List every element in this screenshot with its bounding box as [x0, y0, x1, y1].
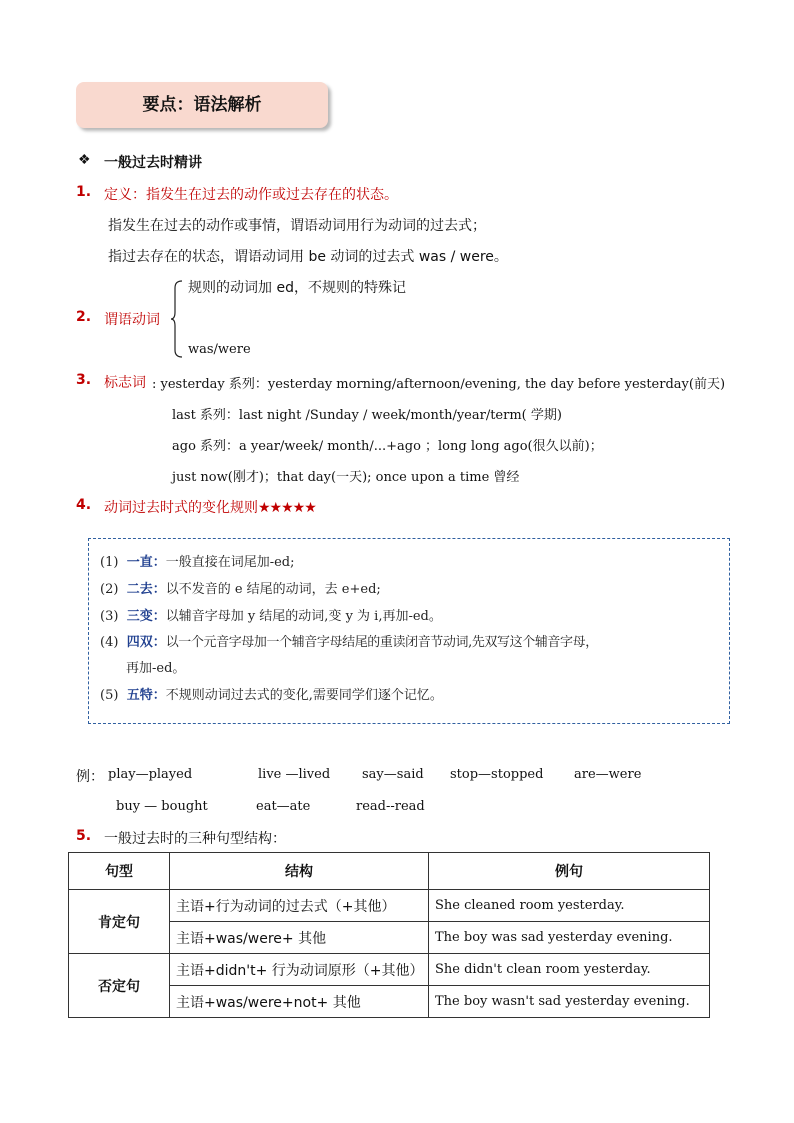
signal-words-line: just now(刚才)；that day(一天); once upon a time 曾经 [172, 470, 520, 485]
signal-words-label: 标志词 [104, 375, 146, 391]
rule-key: 四双： [126, 635, 166, 650]
five-stars-icon: ★★★★★ [258, 500, 316, 516]
example-pair: buy — bought [116, 799, 208, 814]
rule-number: (3) [100, 609, 119, 624]
rule-number: (1) [100, 555, 119, 570]
rule-number: (5) [100, 688, 119, 703]
verb-branch: was/were [188, 342, 251, 357]
signal-words-line: : yesterday 系列：yesterday morning/afternoon/evening, the day before yesterday(前天) [152, 377, 726, 392]
rule-number: (4) [100, 635, 119, 650]
item-number-3: 3. [76, 372, 92, 388]
signal-words-line: last 系列：last night /Sunday / week/month/year/term( 学期) [172, 408, 562, 423]
example-pair: are—were [574, 767, 642, 782]
item-number-2: 2. [76, 309, 92, 325]
verb-branch: 规则的动词加 ed，不规则的特殊记 [188, 280, 406, 296]
example-cell: The boy was sad yesterday evening. [429, 922, 710, 954]
definition-line: 指发生在过去的动作或事情，谓语动词用行为动词的过去式； [108, 218, 486, 234]
table-row [69, 954, 710, 986]
curly-brace-icon [170, 280, 184, 358]
table-header-row [69, 853, 710, 890]
example-cell: The boy wasn't sad yesterday evening. [429, 986, 710, 1018]
rule-item [100, 631, 598, 650]
table-row [69, 890, 710, 922]
structure-cell: 主语+was/were+ 其他 [170, 922, 429, 954]
rule-key: 二去： [126, 582, 166, 597]
change-rules-title: 动词过去时式的变化规则 [104, 500, 258, 516]
section-title: 一般过去时精讲 [104, 155, 202, 171]
structure-cell: 主语+was/were+not+ 其他 [170, 986, 429, 1018]
rule-text: 不规则动词过去式的变化,需要同学们逐个记忆。 [165, 688, 443, 703]
rule-continuation: 再加-ed。 [126, 661, 186, 676]
page-title: 要点：语法解析 [142, 95, 262, 115]
example-pair: say—said [362, 767, 424, 782]
rule-item [100, 551, 295, 570]
column-header: 结构 [170, 853, 429, 890]
structure-cell: 主语+行为动词的过去式（+其他） [170, 890, 429, 922]
rule-text: 以辅音字母加 y 结尾的动词,变 y 为 i,再加-ed。 [165, 609, 442, 624]
example-pair: read--read [356, 799, 425, 814]
rule-item [100, 684, 443, 703]
diamond-bullet-icon: ❖ [78, 152, 91, 168]
definition-label: 定义：指发生在过去的动作或过去存在的状态。 [104, 187, 398, 203]
rule-key: 一直： [126, 555, 166, 570]
rule-key: 三变： [126, 609, 166, 624]
predicate-verb-label: 谓语动词 [104, 312, 160, 328]
item-number-5: 5. [76, 828, 92, 844]
sentence-pattern-table [68, 852, 710, 1018]
item-number-1: 1. [76, 184, 92, 200]
rule-item [100, 605, 442, 624]
structure-cell: 主语+didn't+ 行为动词原形（+其他） [170, 954, 429, 986]
sentence-patterns-label: 一般过去时的三种句型结构： [104, 831, 286, 847]
examples-label: 例： [76, 769, 104, 785]
rule-text: 以一个元音字母加一个辅音字母结尾的重读闭音节动词,先双写这个辅音字母， [165, 635, 598, 650]
sentence-type-cell: 肯定句 [69, 890, 170, 954]
example-pair: eat—ate [256, 799, 311, 814]
rule-number: (2) [100, 582, 119, 597]
example-pair: live —lived [258, 767, 331, 782]
rule-key: 五特： [126, 688, 166, 703]
definition-line: 指过去存在的状态，谓语动词用 be 动词的过去式 was / were。 [108, 249, 508, 265]
rule-item [100, 578, 381, 597]
rule-text: 一般直接在词尾加-ed; [165, 555, 295, 570]
example-cell: She cleaned room yesterday. [429, 890, 710, 922]
item-number-4: 4. [76, 497, 92, 513]
rule-text: 以不发音的 e 结尾的动词，去 e+ed; [165, 582, 381, 597]
sentence-type-cell: 否定句 [69, 954, 170, 1018]
column-header: 例句 [429, 853, 710, 890]
column-header: 句型 [69, 853, 170, 890]
signal-words-line: ago 系列：a year/week/ month/...+ago ；long long ago(很久以前)； [172, 439, 603, 454]
example-cell: She didn't clean room yesterday. [429, 954, 710, 986]
example-pair: play—played [108, 767, 193, 782]
change-rules-label [104, 497, 316, 517]
example-pair: stop—stopped [450, 767, 544, 782]
